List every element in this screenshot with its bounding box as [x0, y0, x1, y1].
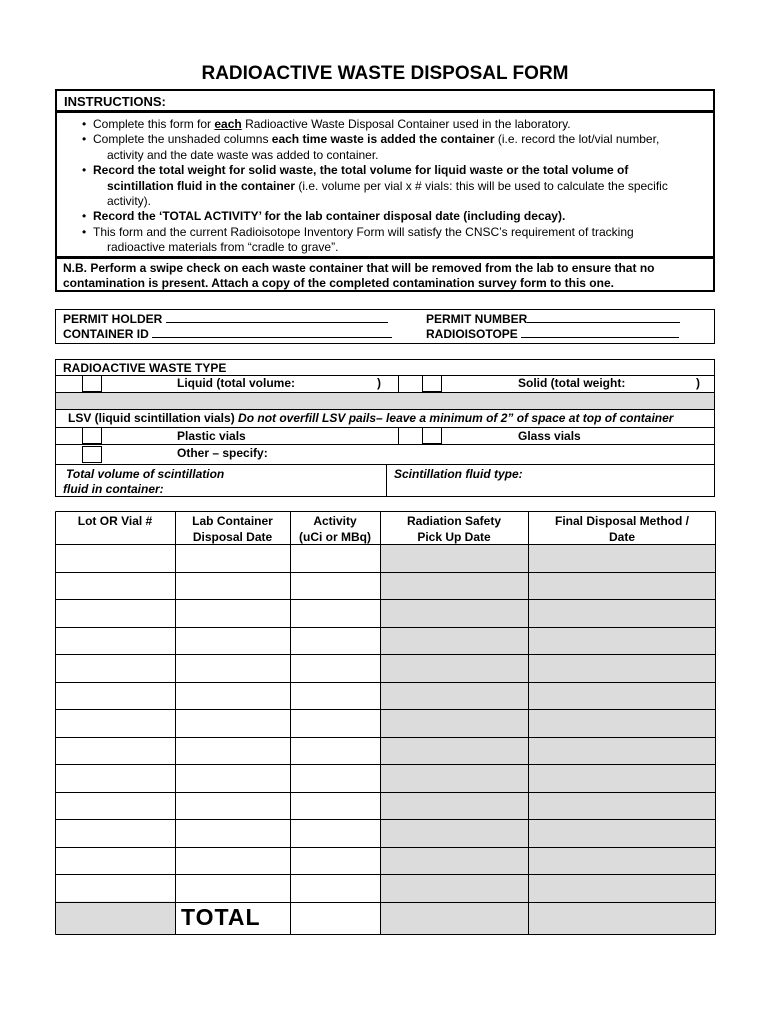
lsv-heading: LSV (liquid scintillation vials) Do not overfill LSV pails– leave a minimum of 2” of space at top of container: [68, 411, 674, 425]
other-specify-label: Other – specify:: [177, 446, 268, 460]
liquid-label: Liquid (total volume:: [177, 376, 295, 390]
form-title: RADIOACTIVE WASTE DISPOSAL FORM: [201, 63, 569, 84]
col-header-lot: Lot OR Vial #: [77, 514, 153, 528]
solid-close-paren: ): [696, 376, 700, 390]
instruction-item: activity and the date waste was added to container.: [107, 147, 379, 162]
instruction-item: • Record the total weight for solid waste, the total volume for liquid waste or the total volume of: [82, 163, 629, 178]
plastic-vials-checkbox[interactable]: [82, 427, 102, 444]
log-grid: [55, 511, 716, 935]
waste-type-heading: RADIOACTIVE WASTE TYPE: [63, 361, 227, 375]
instructions-heading: INSTRUCTIONS:: [64, 94, 166, 109]
nb-line-1: N.B. Perform a swipe check on each waste container that will be removed from the lab to ensure that no: [63, 261, 655, 275]
radioisotope-field[interactable]: RADIOISOTOPE: [426, 327, 679, 342]
col-header-rs-pickup: Radiation Safety Pick Up Date: [406, 514, 502, 544]
other-checkbox[interactable]: [82, 446, 102, 463]
instruction-item: activity).: [107, 194, 152, 209]
total-label: TOTAL: [181, 904, 261, 930]
permit-number-field[interactable]: PERMIT NUMBER: [426, 312, 680, 327]
liquid-checkbox[interactable]: [82, 375, 102, 392]
col-header-activity: Activity (uCi or MBq): [299, 514, 371, 544]
fluid-type-label: Scintillation fluid type:: [394, 467, 523, 481]
permit-box: [55, 309, 715, 344]
total-row-shade-left: [55, 902, 175, 935]
glass-vials-label: Glass vials: [518, 429, 581, 443]
instruction-item: radioactive materials from “cradle to grave”.: [107, 240, 339, 255]
total-row-shade-right: [380, 902, 715, 935]
instructions-body: [55, 111, 715, 258]
instruction-item: • Record the ‘TOTAL ACTIVITY’ for the lab container disposal date (including decay).: [82, 209, 566, 224]
glass-vials-checkbox[interactable]: [422, 427, 442, 444]
instructions-heading-box: [55, 89, 715, 112]
solid-label: Solid (total weight:: [518, 376, 626, 390]
instruction-item: • Complete this form for each Radioactive Waste Disposal Container used in the laboratory.: [82, 117, 571, 131]
instructions-list: [57, 113, 713, 256]
total-volume-label: Total volume of scintillation fluid in container:: [63, 467, 225, 497]
plastic-vials-label: Plastic vials: [177, 429, 246, 443]
nb-line-2: contamination is present. Attach a copy of the completed contamination survey form to this one.: [63, 276, 614, 290]
liquid-close-paren: ): [377, 376, 381, 390]
col-header-lab-date: Lab Container Disposal Date: [192, 514, 273, 544]
instruction-item: • Complete the unshaded columns each time waste is added the container (i.e. record the lot/vial number,: [82, 132, 660, 147]
container-id-field[interactable]: CONTAINER ID: [63, 327, 392, 342]
disposal-log-table: [55, 511, 716, 935]
waste-type-section: [55, 359, 715, 497]
permit-holder-field[interactable]: PERMIT HOLDER: [63, 312, 388, 327]
col-header-final-disposal: Final Disposal Method / Date: [554, 514, 689, 544]
nb-notice-box: [55, 257, 715, 292]
instruction-item: • This form and the current Radioisotope Inventory Form will satisfy the CNSC’s requirement of tracking: [82, 224, 634, 239]
solid-checkbox[interactable]: [422, 375, 442, 392]
shaded-spacer: [56, 393, 714, 409]
instruction-item: scintillation fluid in the container (i.e. volume per vial x # vials: this will be used to calculate the specific: [107, 178, 668, 193]
